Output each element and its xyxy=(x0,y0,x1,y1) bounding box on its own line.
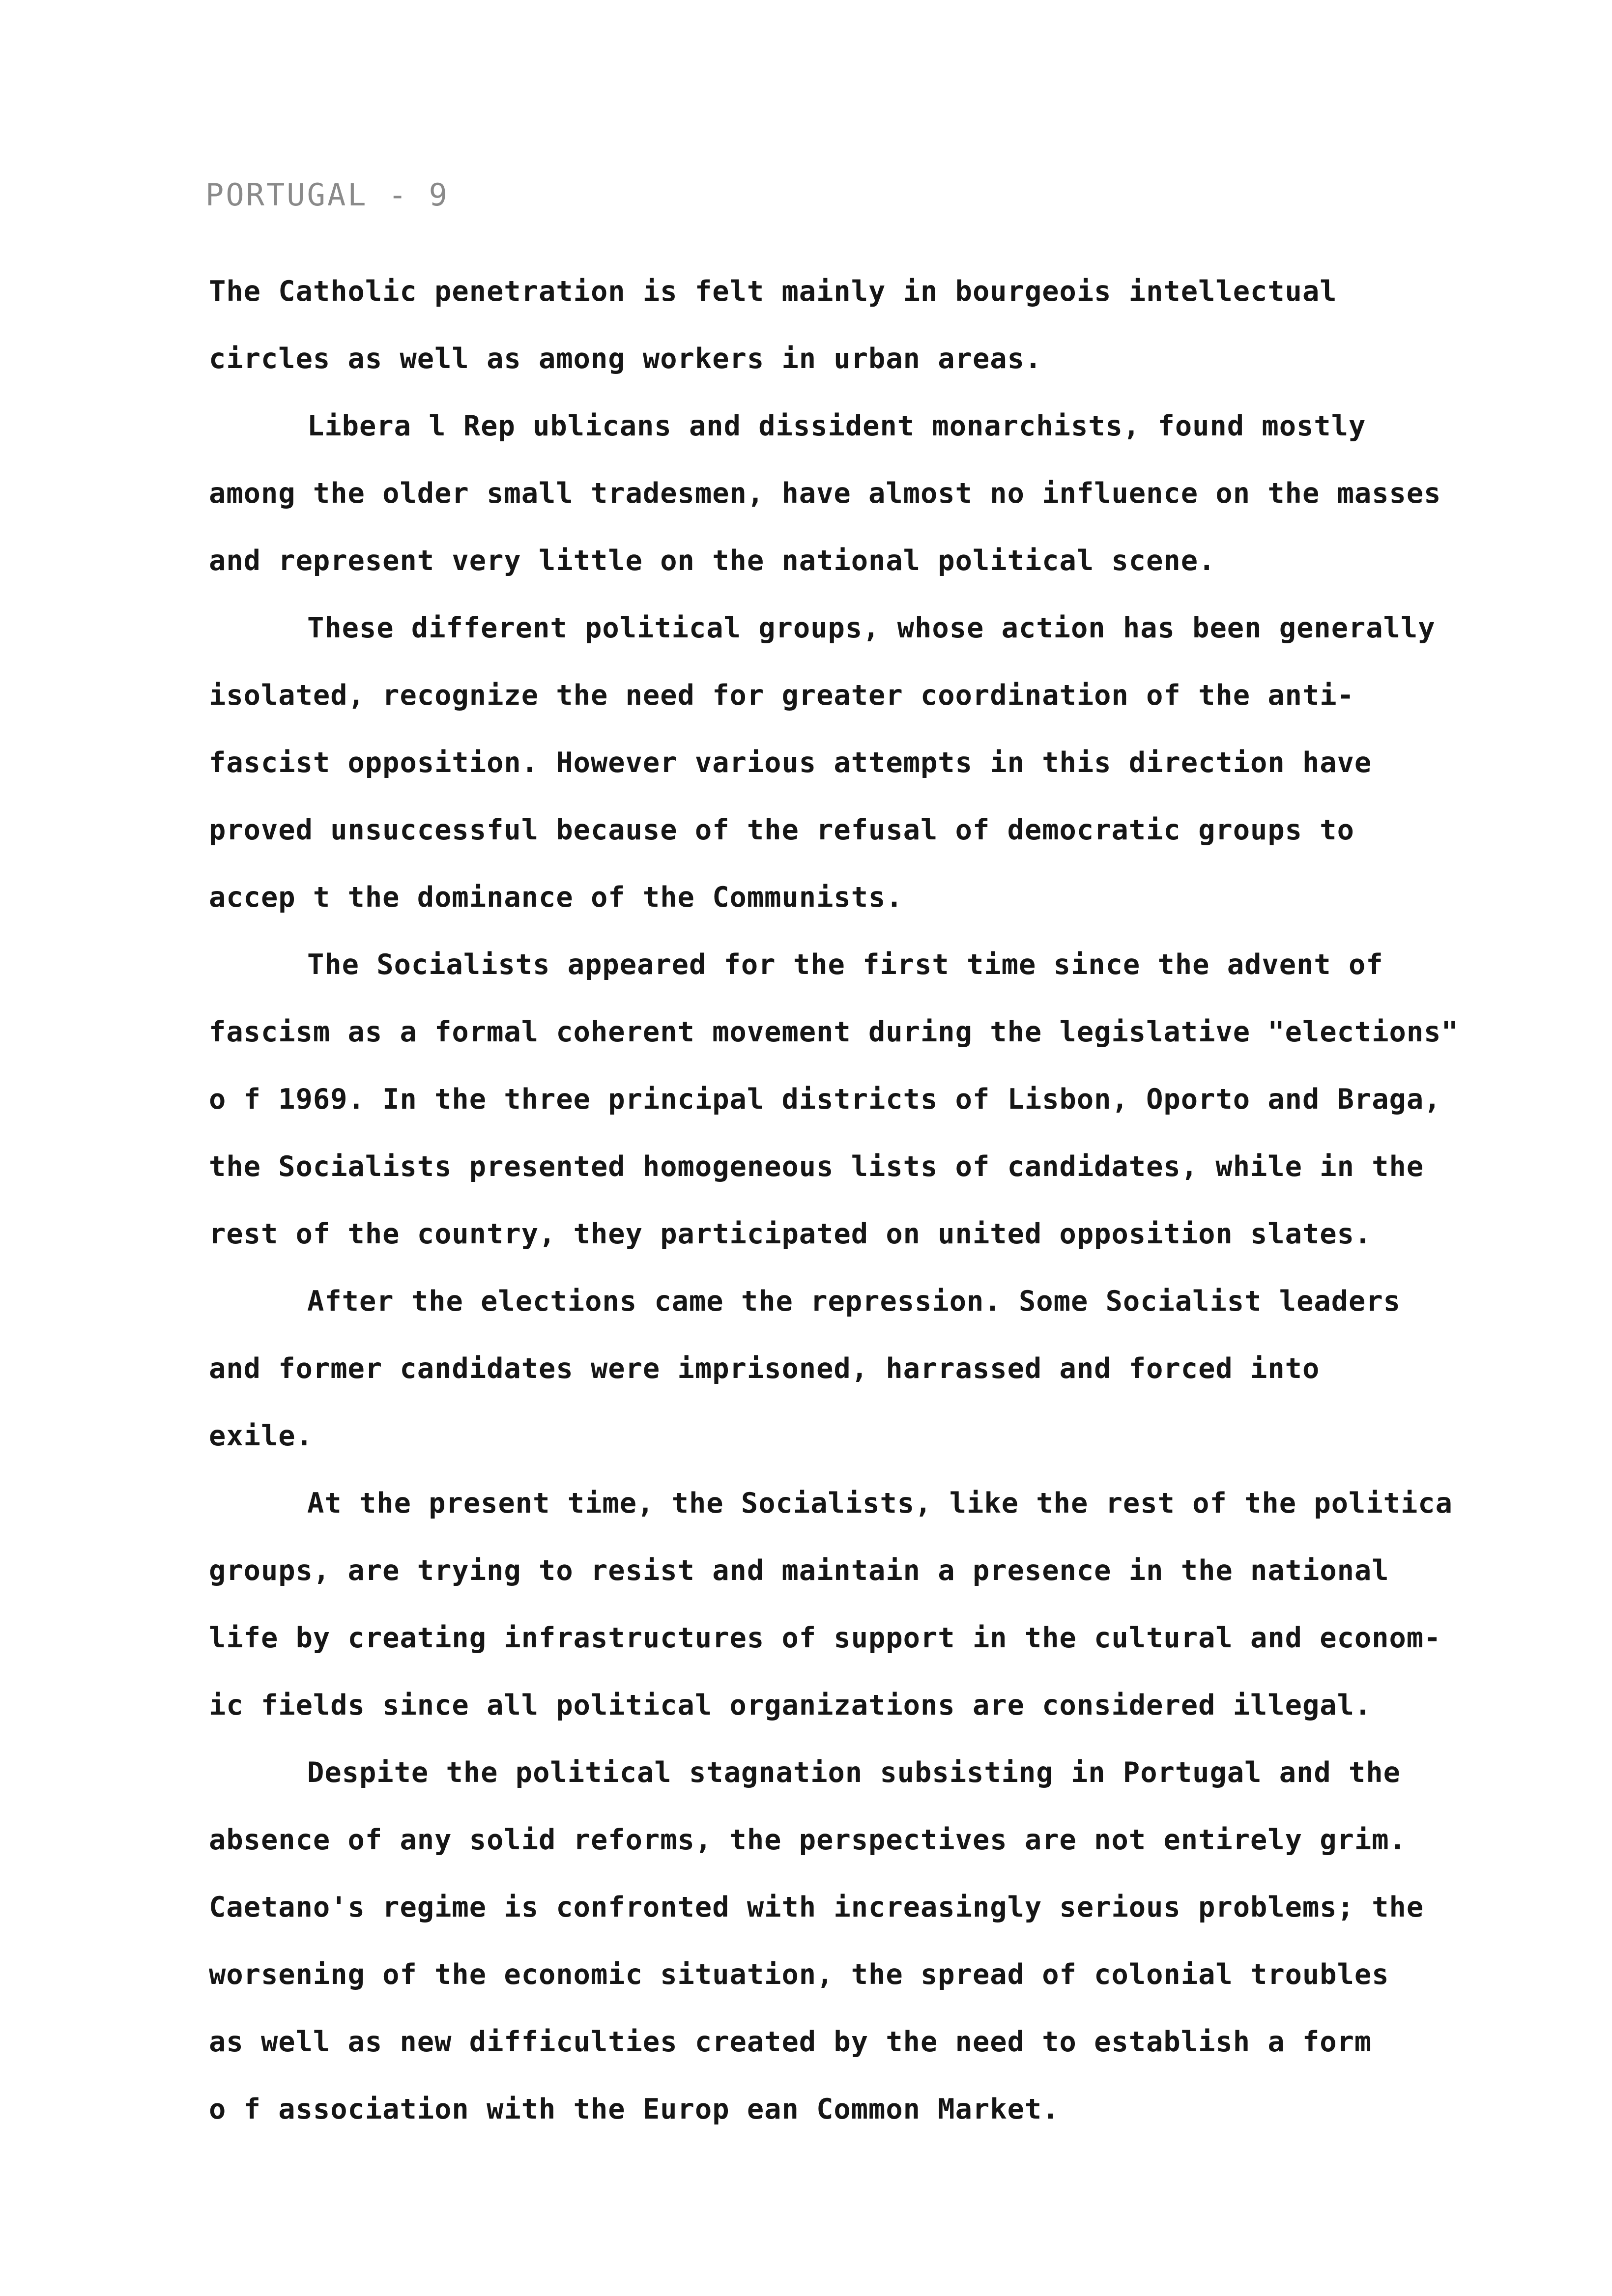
text-line: The Catholic penetration is felt mainly in bourgeois intellectual xyxy=(209,275,1337,308)
document-body xyxy=(209,258,1605,2143)
text-line: life by creating infrastructures of support in the cultural and econom- xyxy=(209,1622,1441,1654)
text-line: and former candidates were imprisoned, harrassed and forced into xyxy=(209,1352,1320,1385)
text-line: the Socialists presented homogeneous lists of candidates, while in the xyxy=(209,1150,1424,1183)
text-line: accep t the dominance of the Communists. xyxy=(209,881,903,914)
text-line: among the older small tradesmen, have almost no influence on the masses xyxy=(209,477,1441,510)
text-line: isolated, recognize the need for greater coordination of the anti- xyxy=(209,679,1354,712)
text-line: groups, are trying to resist and maintain a presence in the national xyxy=(209,1554,1389,1587)
text-line: o f association with the Europ ean Common Market. xyxy=(209,2093,1060,2125)
text-line: absence of any solid reforms, the perspectives are not entirely grim. xyxy=(209,1824,1407,1856)
text-line: worsening of the economic situation, the spread of colonial troubles xyxy=(209,1958,1389,1991)
text-line: proved unsuccessful because of the refusal of democratic groups to xyxy=(209,814,1354,846)
text-line: Caetano's regime is confronted with increasingly serious problems; the xyxy=(209,1891,1424,1923)
text-line: o f 1969. In the three principal districts of Lisbon, Oporto and Braga, xyxy=(209,1083,1441,1116)
page-header: PORTUGAL - 9 xyxy=(205,177,449,213)
text-line: The Socialists appeared for the first time since the advent of xyxy=(307,948,1383,981)
text-line: fascism as a formal coherent movement during the legislative "elections" xyxy=(209,1016,1459,1048)
text-line: as well as new difficulties created by the need to establish a form xyxy=(209,2026,1372,2058)
text-line: Despite the political stagnation subsisting in Portugal and the xyxy=(307,1756,1401,1789)
text-line: Libera l Rep ublicans and dissident monarchists, found mostly xyxy=(307,410,1366,442)
text-line: fascist opposition. However various attempts in this direction have xyxy=(209,746,1372,779)
text-line: ic fields since all political organizations are considered illegal. xyxy=(209,1689,1372,1722)
text-line: exile. xyxy=(209,1420,313,1452)
text-line: circles as well as among workers in urban areas. xyxy=(209,343,1042,375)
text-line: These different political groups, whose action has been generally xyxy=(307,612,1436,644)
text-line: rest of the country, they participated on united opposition slates. xyxy=(209,1218,1372,1250)
text-line: After the elections came the repression. Some Socialist leaders xyxy=(307,1285,1401,1318)
text-line: and represent very little on the national political scene. xyxy=(209,545,1216,577)
text-line: At the present time, the Socialists, like the rest of the politica xyxy=(307,1487,1453,1520)
